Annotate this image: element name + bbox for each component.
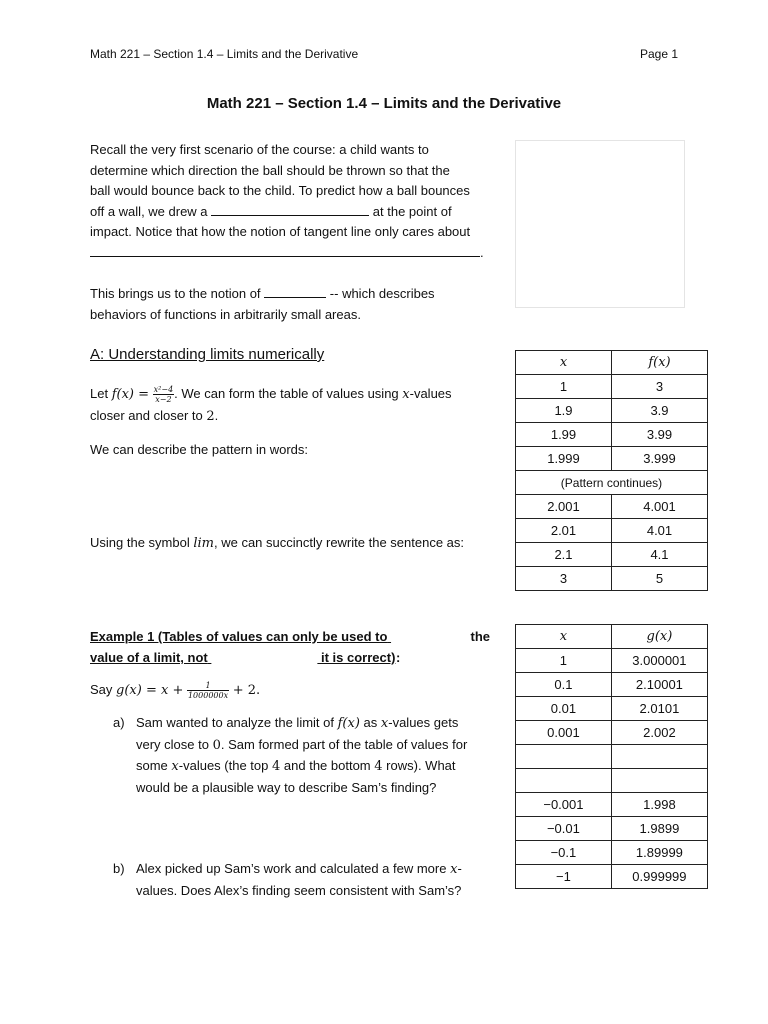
part-text: and the bottom bbox=[283, 758, 371, 773]
fraction-numerator: 1 bbox=[187, 681, 229, 691]
table-cell: 3 bbox=[612, 375, 708, 399]
let-text: Let bbox=[90, 386, 109, 401]
say-text: Say bbox=[90, 682, 113, 697]
let-paragraph bbox=[90, 384, 510, 427]
fill-blank bbox=[211, 204, 369, 216]
pattern-continues-cell: (Pattern continues) bbox=[516, 471, 708, 495]
limit-notion-text: This brings us to the notion of bbox=[90, 286, 261, 301]
table-cell: −0.1 bbox=[516, 841, 612, 865]
table-row bbox=[516, 745, 708, 769]
table-cell: −0.01 bbox=[516, 817, 612, 841]
prompt-text: , we can succinctly rewrite the sentence as: bbox=[214, 535, 465, 550]
table-cell: 0.001 bbox=[516, 721, 612, 745]
table-cell bbox=[611, 769, 707, 793]
example-colon: : bbox=[396, 650, 401, 665]
table-cell: 2.1 bbox=[516, 543, 612, 567]
table-cell: 4.01 bbox=[612, 519, 708, 543]
part-a-text bbox=[136, 713, 493, 798]
table-row bbox=[516, 841, 708, 865]
intro-line: impact. Notice that how the notion of tangent line only cares about bbox=[90, 224, 471, 239]
table-row bbox=[516, 543, 708, 567]
limit-notion-paragraph bbox=[90, 284, 510, 325]
part-text: . Sam formed part of the table of values for bbox=[220, 736, 468, 752]
table-row bbox=[516, 721, 708, 745]
page-number: Page 1 bbox=[640, 47, 679, 61]
example-text: value of a limit, not bbox=[90, 650, 208, 665]
table-cell: 3 bbox=[516, 567, 612, 591]
part-b-text bbox=[136, 859, 493, 901]
function-f: f(x) = bbox=[111, 387, 150, 402]
intro-line: determine which direction the ball should be thrown so that the bbox=[90, 162, 450, 178]
table-row bbox=[516, 399, 708, 423]
table-header-cell: x bbox=[516, 351, 612, 375]
limit-notion-line: behaviors of functions in arbitrarily small areas. bbox=[90, 306, 361, 322]
fraction-denominator: 1000000x bbox=[187, 691, 229, 701]
math-number: 4 bbox=[272, 759, 281, 774]
values-table-g bbox=[515, 624, 708, 889]
table-row bbox=[516, 769, 708, 793]
math-variable: x bbox=[450, 862, 458, 877]
math-number: 2 bbox=[206, 408, 215, 424]
part-text: as bbox=[363, 715, 378, 730]
let-text: . We can form the table of values using bbox=[174, 386, 399, 401]
table-cell: 1.998 bbox=[611, 793, 707, 817]
table-header-row bbox=[516, 351, 708, 375]
limit-notion-text: -- which describes bbox=[329, 286, 435, 301]
part-label: b) bbox=[113, 861, 125, 876]
table-cell bbox=[516, 745, 612, 769]
fraction bbox=[153, 385, 175, 404]
math-variable: x bbox=[171, 759, 179, 774]
table-row bbox=[516, 865, 708, 889]
values-table-f bbox=[515, 350, 708, 591]
table-cell: 1.89999 bbox=[611, 841, 707, 865]
math-variable: x bbox=[402, 387, 410, 402]
function-g: g(x) = x + bbox=[116, 683, 184, 698]
table-cell: 1 bbox=[516, 649, 612, 673]
let-line bbox=[90, 406, 510, 428]
prompt-text: Using the symbol bbox=[90, 535, 190, 550]
table-row bbox=[516, 447, 708, 471]
part-text: Alex picked up Sam’s work and calculated a few more bbox=[136, 861, 447, 876]
table-cell: 1.9899 bbox=[611, 817, 707, 841]
table-cell: 1 bbox=[516, 375, 612, 399]
page-title: Math 221 – Section 1.4 – Limits and the Derivative bbox=[206, 95, 562, 112]
part-text: Sam wanted to analyze the limit of bbox=[136, 715, 334, 730]
table-cell: 2.001 bbox=[516, 495, 612, 519]
running-header: Math 221 – Section 1.4 – Limits and the Derivative bbox=[90, 47, 359, 61]
table-header-cell: g(x) bbox=[611, 625, 707, 649]
table-header-cell: f(x) bbox=[612, 351, 708, 375]
table-row bbox=[516, 495, 708, 519]
table-cell: −1 bbox=[516, 865, 612, 889]
part-text: some bbox=[136, 758, 168, 773]
function-f: f(x) bbox=[337, 716, 360, 731]
part-text: values. Does Alex’s finding seem consistent with Sam’s? bbox=[136, 882, 462, 898]
example-text: the bbox=[470, 629, 490, 644]
example-text: it is correct) bbox=[321, 650, 396, 665]
example-line bbox=[90, 647, 492, 668]
math-variable: x bbox=[380, 716, 389, 731]
math-number: 4 bbox=[374, 759, 383, 774]
table-row bbox=[516, 423, 708, 447]
table-cell: 1.9 bbox=[516, 399, 612, 423]
table-cell bbox=[611, 745, 707, 769]
table-cell: 1.999 bbox=[516, 447, 612, 471]
section-a-heading: A: Understanding limits numerically bbox=[90, 346, 325, 363]
part-text: rows). What bbox=[386, 758, 456, 773]
table-cell: 1.99 bbox=[516, 423, 612, 447]
table-cell: 0.999999 bbox=[611, 865, 707, 889]
table-cell: 3.999 bbox=[612, 447, 708, 471]
let-text: . bbox=[214, 407, 219, 423]
table-cell: 2.01 bbox=[516, 519, 612, 543]
example-line bbox=[90, 626, 492, 647]
fraction-numerator: x²−4 bbox=[153, 385, 174, 395]
table-cell: 2.0101 bbox=[611, 697, 707, 721]
table-cell: 4.001 bbox=[612, 495, 708, 519]
table-row bbox=[516, 471, 708, 495]
intro-text: at the point of bbox=[372, 203, 452, 219]
intro-line: ball would bounce back to the child. To predict how a ball bounces bbox=[90, 183, 470, 198]
part-text: -values (the top bbox=[178, 758, 269, 773]
intro-text: . bbox=[480, 244, 484, 260]
let-line bbox=[90, 384, 510, 406]
lim-symbol: lim bbox=[193, 536, 214, 551]
limit-notion-line bbox=[90, 284, 510, 305]
fraction bbox=[187, 681, 229, 700]
table-cell: 2.002 bbox=[611, 721, 707, 745]
fill-blank bbox=[264, 286, 326, 298]
table-cell: 4.1 bbox=[612, 543, 708, 567]
table-header-cell: x bbox=[516, 625, 612, 649]
plus-two: + 2. bbox=[232, 683, 261, 698]
table-cell bbox=[516, 769, 612, 793]
table-cell: 3.99 bbox=[612, 423, 708, 447]
table-cell: 5 bbox=[612, 567, 708, 591]
table-header-row bbox=[516, 625, 708, 649]
example-text: Example 1 (Tables of values can only be used to bbox=[90, 629, 388, 644]
table-row bbox=[516, 519, 708, 543]
part-text: would be a plausible way to describe Sam’s finding? bbox=[136, 779, 437, 795]
intro-line: Recall the very first scenario of the course: a child wants to bbox=[90, 142, 429, 157]
math-number: 0 bbox=[212, 737, 221, 753]
intro-text: off a wall, we drew a bbox=[90, 203, 208, 219]
pattern-prompt: We can describe the pattern in words: bbox=[90, 442, 308, 457]
table-cell: 2.10001 bbox=[611, 673, 707, 697]
part-text: very close to bbox=[136, 736, 209, 752]
table-cell: 3.000001 bbox=[611, 649, 707, 673]
part-label: a) bbox=[113, 715, 125, 730]
table-row bbox=[516, 793, 708, 817]
table-cell: 0.1 bbox=[516, 673, 612, 697]
g-definition bbox=[90, 680, 510, 702]
intro-line bbox=[90, 243, 510, 264]
table-row bbox=[516, 673, 708, 697]
intro-line bbox=[90, 202, 510, 223]
part-text: -values gets bbox=[388, 715, 459, 730]
table-cell: −0.001 bbox=[516, 793, 612, 817]
table-cell: 3.9 bbox=[612, 399, 708, 423]
table-row bbox=[516, 817, 708, 841]
table-row bbox=[516, 697, 708, 721]
fill-blank bbox=[90, 245, 480, 257]
image-placeholder-box bbox=[515, 140, 685, 308]
fraction-denominator: x−2 bbox=[155, 395, 172, 405]
part-text: - bbox=[457, 861, 462, 876]
intro-paragraph bbox=[90, 140, 510, 263]
table-row bbox=[516, 649, 708, 673]
table-row bbox=[516, 567, 708, 591]
part-a bbox=[113, 713, 493, 798]
table-row bbox=[516, 375, 708, 399]
let-text: closer and closer to bbox=[90, 407, 203, 423]
part-b bbox=[113, 859, 493, 901]
example-1-heading bbox=[90, 626, 492, 668]
let-text: -values bbox=[409, 386, 452, 401]
table-cell: 0.01 bbox=[516, 697, 612, 721]
limit-symbol-prompt bbox=[90, 533, 510, 555]
